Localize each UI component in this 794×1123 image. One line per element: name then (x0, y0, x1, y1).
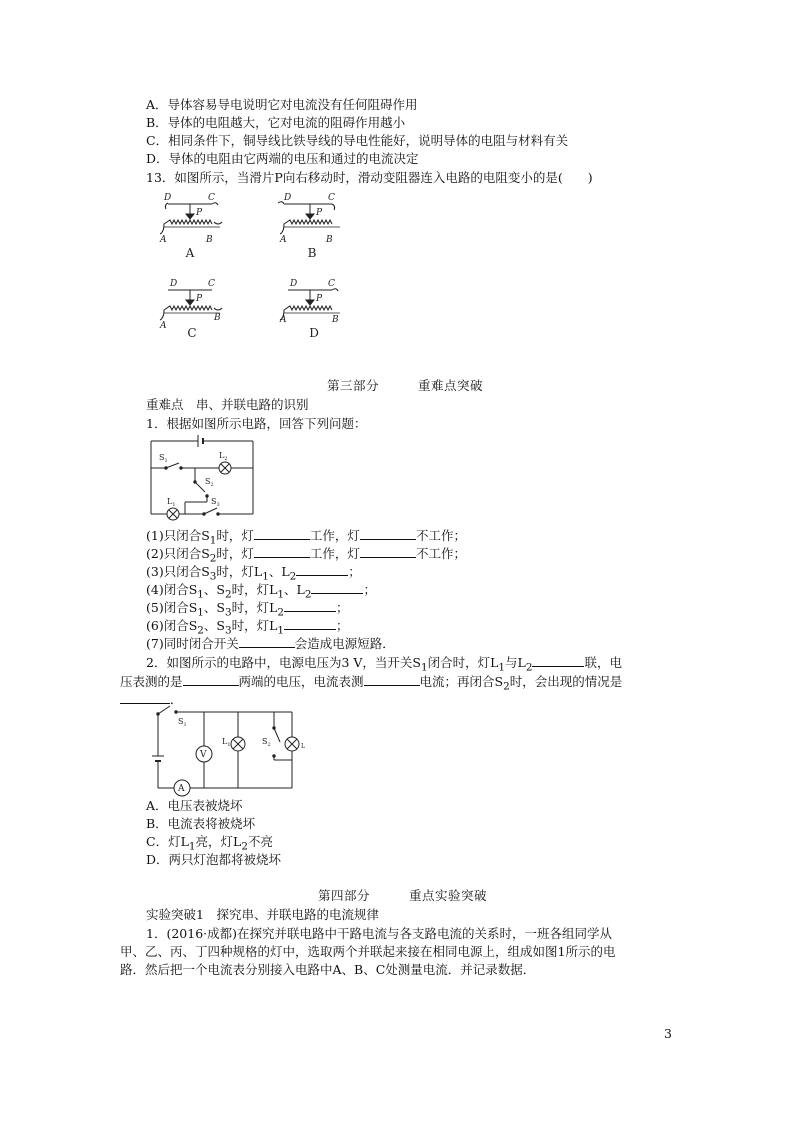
part4-subtitle: 实验突破1 探究串、并联电路的电流规律 (146, 907, 379, 922)
q2-s1-label: $S_1$ (178, 717, 187, 728)
s1-label: $S_1$ (159, 453, 168, 464)
part3-q2-circuit (144, 700, 304, 800)
label-C: C (208, 193, 215, 203)
q1-item-4: (4)闭合$S_1$、$S_2$时，灯$L_1$、$L_2$ ； (146, 582, 376, 601)
part3-subtitle: 重难点 串、并联电路的识别 (146, 397, 309, 412)
s3-label: $S_3$ (211, 497, 220, 508)
caption-c: C (187, 326, 197, 340)
svg-text:C: C (328, 279, 335, 289)
q13-stem: 13．如图所示，当滑片P向右移动时，滑动变阻器连入电路的电阻变小的是( ) (146, 170, 593, 185)
svg-text:C: C (208, 279, 215, 289)
page-number: 3 (664, 1026, 672, 1041)
q2-option-a: A．电压表被烧坏 (146, 798, 243, 813)
svg-text:A: A (280, 315, 287, 325)
label-D: D (164, 193, 172, 203)
q1-item-7: (7)同时闭合开关 会造成电源短路． (146, 636, 395, 651)
q2-l2-label: L (301, 743, 305, 750)
q2-s2-label: $S_2$ (262, 737, 271, 748)
label-B: B (206, 235, 213, 245)
q1-item-5: (5)闭合$S_1$、$S_3$时，灯$L_2$ ； (146, 600, 349, 619)
answer-blank[interactable] (296, 564, 348, 576)
svg-text:P: P (316, 294, 323, 304)
caption-a: A (185, 246, 195, 260)
answer-blank[interactable] (360, 528, 416, 540)
q1-item-2: (2)只闭合$S_2$时，灯 工作，灯 不工作； (146, 546, 466, 565)
answer-blank[interactable] (364, 674, 420, 686)
svg-text:D: D (284, 193, 292, 203)
part3-q1-circuit (145, 432, 265, 524)
q13-rheostat-figures (150, 190, 370, 350)
part3-title: 第三部分 重难点突破 (327, 378, 484, 393)
rheostat-figure-a (160, 203, 222, 234)
answer-blank[interactable] (532, 655, 584, 667)
q2-l1-label: $L_1$ (222, 737, 231, 748)
q1-item-1: (1)只闭合$S_1$时，灯 工作，灯 不工作； (146, 528, 466, 547)
q2-option-c: C．灯$L_1$亮，灯$L_2$不亮 (146, 834, 273, 853)
answer-blank[interactable] (183, 674, 239, 686)
svg-text:D: D (290, 279, 298, 289)
part4-q1-line2: 甲、乙、丙、丁四种规格的灯中，选取两个并联起来接在相同电源上，组成如图1所示的电 (120, 944, 616, 959)
answer-blank[interactable] (284, 600, 336, 612)
label-A: A (160, 235, 167, 245)
svg-text:P: P (196, 294, 203, 304)
rheostat-figure-c (160, 290, 222, 320)
voltmeter-label: V (200, 750, 207, 760)
part4-q1-line1: 1．(2016·成都)在探究并联电路中干路电流与各支路电流的关系时，一班各组同学从 (146, 926, 612, 941)
svg-text:C: C (328, 193, 335, 203)
rheostat-figure-b (278, 202, 340, 234)
q12-option-c: C．相同条件下，铜导线比铁导线的导电性能好，说明导体的电阻与材料有关 (146, 133, 569, 148)
svg-text:D: D (170, 279, 178, 289)
caption-d: D (309, 326, 319, 340)
svg-text:B: B (214, 313, 221, 323)
part4-title: 第四部分 重点实验突破 (318, 888, 488, 903)
svg-text:A: A (160, 321, 167, 331)
answer-blank[interactable] (254, 528, 310, 540)
q12-option-a: A．导体容易导电说明它对电流没有任何阻碍作用 (146, 97, 418, 112)
l2-label: $L_2$ (219, 451, 228, 462)
answer-blank[interactable] (284, 618, 336, 630)
part3-q1-stem: 1．根据如图所示电路，回答下列问题： (146, 416, 367, 431)
svg-text:B: B (326, 235, 333, 245)
q2-option-b: B．电流表将被烧坏 (146, 816, 256, 831)
svg-text:B: B (332, 315, 339, 325)
l1-label: $L_1$ (167, 497, 176, 508)
q12-option-b: B．导体的电阻越大，它对电流的阻碍作用越小 (146, 115, 406, 130)
answer-blank[interactable] (360, 546, 416, 558)
svg-text:P: P (316, 208, 323, 218)
svg-text:A: A (280, 235, 287, 245)
label-P: P (196, 208, 203, 218)
q1-item-6: (6)闭合$S_2$、$S_3$时，灯$L_1$ ； (146, 618, 349, 637)
answer-blank[interactable] (311, 582, 363, 594)
ammeter-label: A (178, 784, 185, 794)
q2-option-d: D．两只灯泡都将被烧坏 (146, 852, 282, 867)
part4-q1-line3: 路．然后把一个电流表分别接入电路中A、B、C处测量电流．并记录数据． (120, 962, 536, 977)
q2-stem-line3: ． (120, 692, 183, 708)
q12-option-d: D．导体的电阻由它两端的电压和通过的电流决定 (146, 151, 419, 166)
q1-item-3: (3)只闭合$S_3$时，灯$L_1$、$L_2$ ； (146, 564, 361, 583)
rheostat-figure-d (280, 289, 340, 320)
caption-b: B (307, 246, 317, 260)
answer-blank[interactable] (254, 546, 310, 558)
answer-blank[interactable] (239, 636, 295, 648)
q2-stem-line1: 2．如图所示的电路中，电源电压为3 V，当开关$S_1$闭合时，灯$L_1$与$L_2$ 联，电 (146, 655, 622, 674)
q2-stem-line2: 压表测的是 两端的电压，电流表测 电流；再闭合$S_2$时，会出现的情况是 (120, 674, 623, 693)
s2-label: $S_2$ (205, 477, 214, 488)
